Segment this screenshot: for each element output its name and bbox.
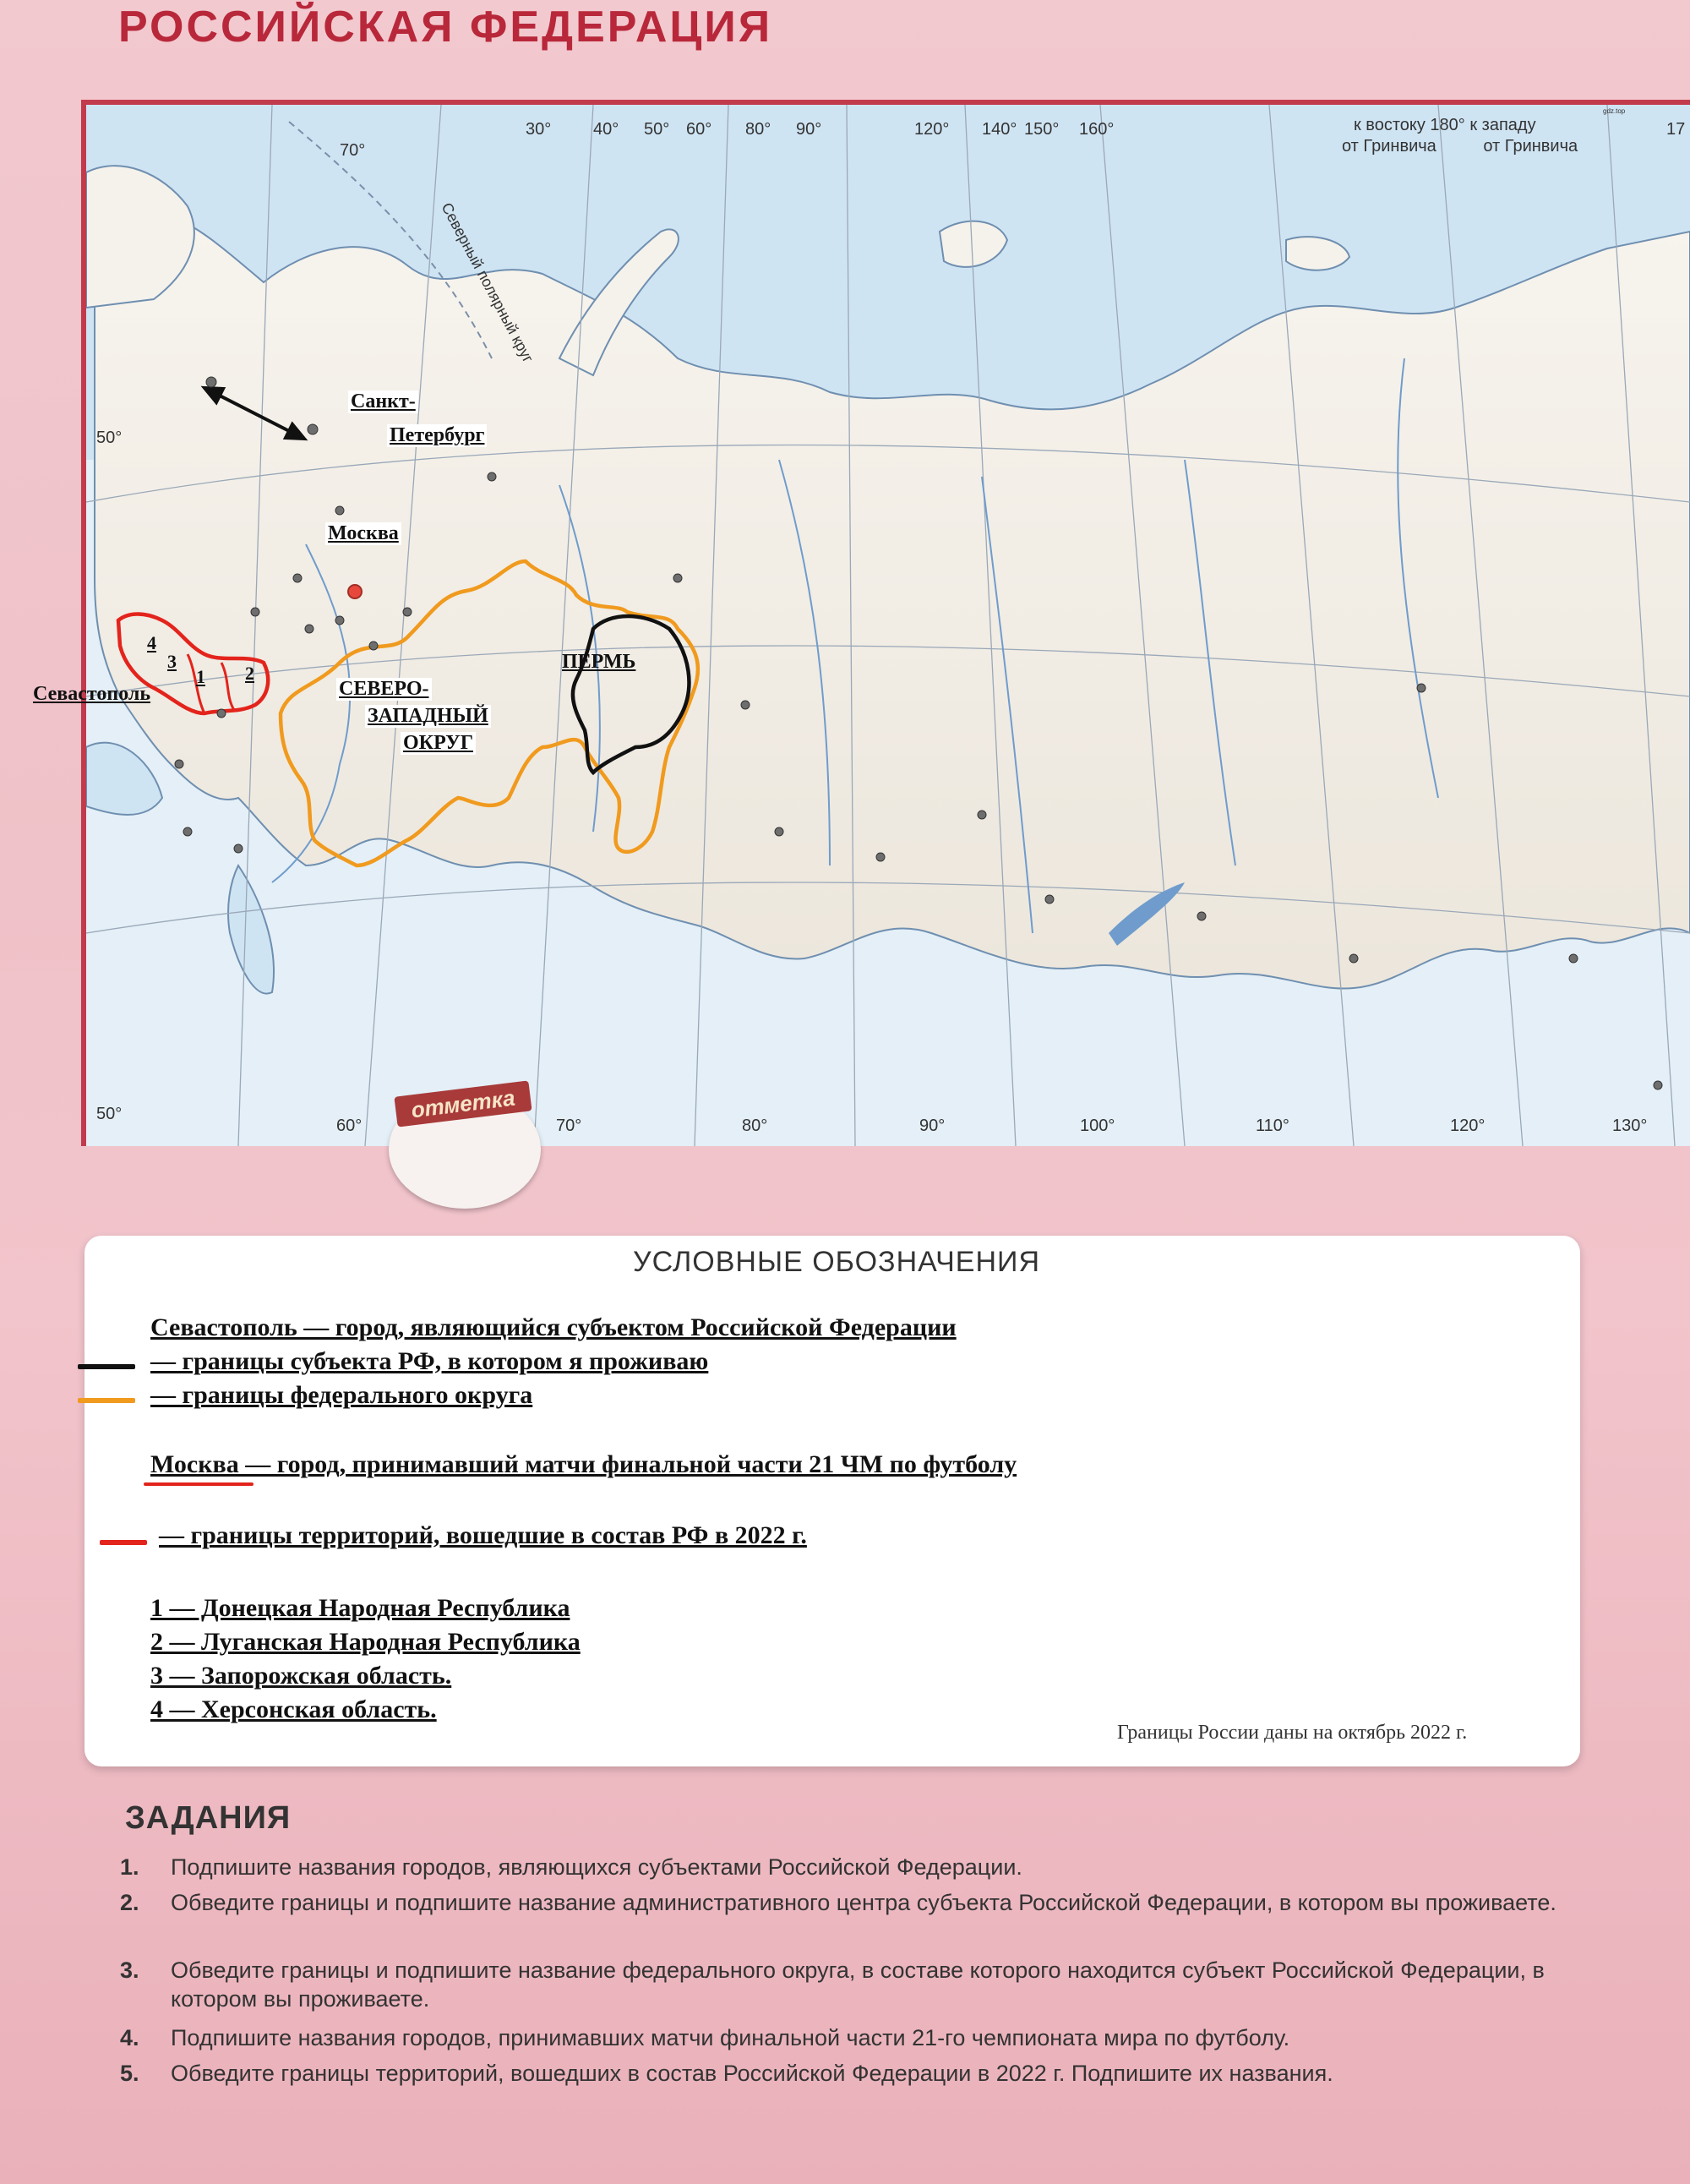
city-marker: [251, 608, 259, 616]
meridian-label: 70°: [340, 141, 366, 160]
map-canvas: [86, 105, 1690, 1146]
parallel-label: 50°: [96, 429, 123, 447]
city-marker: [488, 472, 496, 481]
meridian-label: 140°: [982, 120, 1017, 139]
city-marker: [403, 608, 412, 616]
meridian-label: 120°: [914, 120, 950, 139]
meridian-label: 60°: [336, 1117, 363, 1135]
legend-new-border: — границы территорий, вошедшие в состав РФ в 2022 г.: [159, 1521, 807, 1549]
city-marker: [293, 574, 302, 582]
label-district-2: ЗАПАДНЫЙ: [365, 705, 491, 728]
city-marker: [673, 574, 682, 582]
city-marker: [876, 853, 885, 861]
task-item: [120, 2059, 1633, 2088]
task-text: Подпишите названия городов, принимавших матчи финальной части 21-го чемпионата мира по футболу.: [171, 2025, 1290, 2050]
city-marker: [369, 642, 378, 650]
label-spb-1: Санкт-: [348, 390, 418, 413]
legend-panel: [84, 1236, 1580, 1766]
russia-map: [33, 100, 1690, 1146]
city-marker: [206, 377, 216, 387]
meridian-label: 30°: [526, 120, 552, 139]
task-text: Обведите границы территорий, вошедших в состав Российской Федерации в 2022 г. Подпишите их названия.: [171, 2061, 1333, 2086]
meridian-label: 100°: [1080, 1117, 1115, 1135]
legend-district-border: — границы федерального округа: [150, 1381, 533, 1409]
tasks-title: ЗАДАНИЯ: [125, 1800, 292, 1836]
task-item: [120, 1853, 1633, 1881]
legend-sevastopol: Севастополь — город, являющийся субъектом Российской Федерации: [150, 1313, 957, 1341]
city-marker: [1654, 1081, 1662, 1089]
legend-swatch-district: [78, 1398, 135, 1403]
task-text: Подпишите названия городов, являющихся субъектами Российской Федерации.: [171, 1854, 1022, 1880]
label-district-1: СЕВЕРО-: [336, 678, 432, 701]
city-marker: [1197, 912, 1206, 920]
legend-item-4: 4 — Херсонская область.: [150, 1695, 437, 1723]
label-spb-2: Петербург: [387, 424, 487, 447]
site-label: gdz.top: [1603, 107, 1626, 115]
task-number: 1.: [120, 1854, 139, 1880]
city-marker: [741, 701, 750, 709]
task-number: 2.: [120, 1890, 139, 1915]
task-number: 4.: [120, 2025, 139, 2050]
city-marker: [1349, 954, 1358, 963]
meridian-label: 70°: [556, 1117, 582, 1135]
city-marker: [234, 844, 243, 853]
city-marker: [775, 827, 783, 836]
label-perm: ПЕРМЬ: [562, 651, 636, 673]
meridian-label: 90°: [796, 120, 822, 139]
meridian-label: 150°: [1024, 120, 1060, 139]
task-number: 3.: [120, 1957, 139, 1983]
moscow-marker: [348, 585, 362, 598]
label-territory-4: 4: [147, 632, 156, 653]
meridian-label: 80°: [742, 1117, 768, 1135]
legend-note: Границы России даны на октябрь 2022 г.: [1117, 1722, 1468, 1744]
meridian-label: 160°: [1079, 120, 1115, 139]
meridian-label: 60°: [686, 120, 712, 139]
meridian-label: 17: [1666, 120, 1686, 139]
city-marker: [217, 709, 226, 718]
meridian-label: 110°: [1256, 1117, 1289, 1135]
label-moscow: Москва: [325, 522, 401, 545]
label-territory-1: 1: [196, 666, 205, 687]
polar-circle-label: Северный полярный круг: [438, 199, 537, 366]
meridian-label: 130°: [1612, 1117, 1648, 1135]
city-marker: [335, 616, 344, 625]
task-text: Обведите границы и подпишите название федерального округа, в составе которого находится субъект Российской Федерации, в котором вы проживаете.: [171, 1957, 1545, 2012]
meridian-label: 90°: [919, 1117, 946, 1135]
legend-item-1: 1 — Донецкая Народная Республика: [150, 1594, 570, 1622]
label-sevastopol: Севастополь: [33, 683, 151, 705]
legend-home-border: — границы субъекта РФ, в котором я проживаю: [150, 1347, 709, 1375]
city-marker: [335, 506, 344, 515]
stamp-label: отметка: [394, 1080, 532, 1127]
legend-swatch-moscow: [144, 1482, 254, 1486]
meridian-label: 120°: [1450, 1117, 1486, 1135]
meridian-label: 80°: [745, 120, 771, 139]
city-marker: [305, 625, 313, 633]
task-text: Обведите границы и подпишите название административного центра субъекта Российской Федерации, в котором вы проживаете.: [171, 1890, 1556, 1915]
label-district-3: ОКРУГ: [401, 732, 476, 755]
greenwich-label: от Гринвича от Гринвича: [1342, 137, 1578, 156]
city-marker: [978, 811, 986, 819]
meridian-label: 50°: [644, 120, 670, 139]
meridian-label: 50°: [96, 1105, 123, 1123]
meridian-label: 40°: [593, 120, 619, 139]
city-marker: [1045, 895, 1054, 904]
east-west-label: к востоку 180° к западу: [1354, 116, 1536, 134]
city-marker: [308, 424, 318, 434]
task-item: [120, 2023, 1633, 2052]
city-marker: [183, 827, 192, 836]
legend-item-3: 3 — Запорожская область.: [150, 1662, 452, 1690]
legend-item-2: 2 — Луганская Народная Республика: [150, 1628, 581, 1656]
label-territory-3: 3: [167, 651, 177, 672]
label-territory-2: 2: [245, 663, 254, 684]
city-marker: [1417, 684, 1426, 692]
legend-moscow: Москва — город, принимавший матчи финальной части 21 ЧМ по футболу: [150, 1450, 1017, 1478]
task-item: [120, 1888, 1633, 1917]
city-marker: [175, 760, 183, 768]
task-number: 5.: [120, 2061, 139, 2086]
task-item: [120, 1956, 1633, 2013]
legend-swatch-home: [78, 1364, 135, 1369]
city-marker: [1569, 954, 1578, 963]
legend-swatch-new: [100, 1540, 147, 1545]
page-title: РОССИЙСКАЯ ФЕДЕРАЦИЯ: [118, 3, 773, 52]
legend-title: УСЛОВНЫЕ ОБОЗНАЧЕНИЯ: [632, 1246, 1041, 1278]
